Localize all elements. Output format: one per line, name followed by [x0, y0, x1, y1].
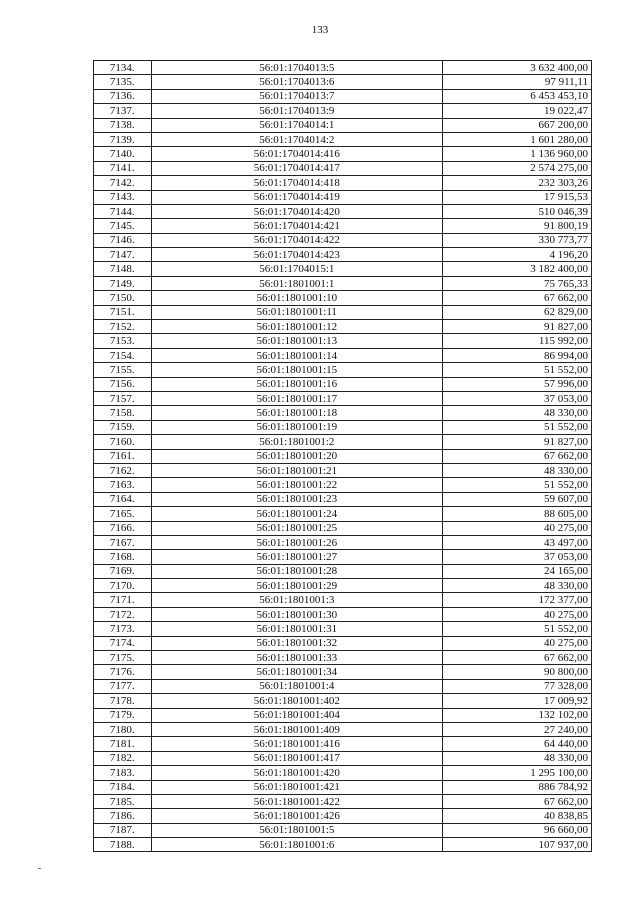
- row-number: 7143.: [94, 190, 152, 204]
- row-number: 7135.: [94, 75, 152, 89]
- cadastral-value: 115 992,00: [443, 334, 592, 348]
- row-number: 7165.: [94, 507, 152, 521]
- cadastral-number: 56:01:1801001:11: [151, 305, 443, 319]
- row-number: 7144.: [94, 204, 152, 218]
- row-number: 7162.: [94, 463, 152, 477]
- cadastral-number: 56:01:1704014:416: [151, 147, 443, 161]
- row-number: 7170.: [94, 579, 152, 593]
- cadastral-number: 56:01:1801001:22: [151, 478, 443, 492]
- cadastral-number: 56:01:1801001:409: [151, 722, 443, 736]
- cadastral-value: 67 662,00: [443, 651, 592, 665]
- cadastral-number: 56:01:1704014:1: [151, 118, 443, 132]
- row-number: 7185.: [94, 794, 152, 808]
- cadastral-value: 40 275,00: [443, 636, 592, 650]
- cadastral-value: 62 829,00: [443, 305, 592, 319]
- cadastral-number: 56:01:1801001:34: [151, 665, 443, 679]
- row-number: 7154.: [94, 348, 152, 362]
- cadastral-number: 56:01:1801001:26: [151, 535, 443, 549]
- row-number: 7171.: [94, 593, 152, 607]
- table-row: [94, 204, 592, 218]
- table-row: [94, 708, 592, 722]
- cadastral-number: 56:01:1801001:23: [151, 492, 443, 506]
- cadastral-value: 51 552,00: [443, 363, 592, 377]
- table-row: [94, 780, 592, 794]
- cadastral-number: 56:01:1801001:14: [151, 348, 443, 362]
- row-number: 7178.: [94, 694, 152, 708]
- table-row: [94, 363, 592, 377]
- table-row: [94, 622, 592, 636]
- table-row: [94, 694, 592, 708]
- cadastral-number: 56:01:1801001:19: [151, 420, 443, 434]
- table-row: [94, 521, 592, 535]
- cadastral-number: 56:01:1801001:17: [151, 391, 443, 405]
- table-row: [94, 535, 592, 549]
- cadastral-value: 91 827,00: [443, 320, 592, 334]
- row-number: 7172.: [94, 607, 152, 621]
- cadastral-value: 1 136 960,00: [443, 147, 592, 161]
- table-row: [94, 449, 592, 463]
- cadastral-number: 56:01:1704014:418: [151, 176, 443, 190]
- table-row: [94, 593, 592, 607]
- table-row: [94, 233, 592, 247]
- cadastral-number: 56:01:1704014:417: [151, 161, 443, 175]
- table-row: [94, 722, 592, 736]
- cadastral-number: 56:01:1704014:419: [151, 190, 443, 204]
- table-row: [94, 161, 592, 175]
- table-row: [94, 794, 592, 808]
- cadastral-number: 56:01:1801001:3: [151, 593, 443, 607]
- cadastral-value: 57 996,00: [443, 377, 592, 391]
- cadastral-number: 56:01:1801001:29: [151, 579, 443, 593]
- cadastral-number: 56:01:1704013:6: [151, 75, 443, 89]
- row-number: 7149.: [94, 276, 152, 290]
- table-row: [94, 147, 592, 161]
- cadastral-value: 40 275,00: [443, 607, 592, 621]
- row-number: 7163.: [94, 478, 152, 492]
- margin-mark: [38, 868, 41, 869]
- cadastral-number: 56:01:1801001:25: [151, 521, 443, 535]
- row-number: 7167.: [94, 535, 152, 549]
- table-row: [94, 665, 592, 679]
- cadastral-value: 1 601 280,00: [443, 132, 592, 146]
- cadastral-number: 56:01:1801001:4: [151, 679, 443, 693]
- table-row: [94, 176, 592, 190]
- cadastral-value: 90 800,00: [443, 665, 592, 679]
- row-number: 7150.: [94, 291, 152, 305]
- cadastral-number: 56:01:1801001:13: [151, 334, 443, 348]
- table-row: [94, 463, 592, 477]
- cadastral-number: 56:01:1801001:21: [151, 463, 443, 477]
- row-number: 7138.: [94, 118, 152, 132]
- cadastral-number: 56:01:1801001:12: [151, 320, 443, 334]
- table-row: [94, 334, 592, 348]
- table-row: [94, 377, 592, 391]
- cadastral-value: 51 552,00: [443, 420, 592, 434]
- table-row: [94, 348, 592, 362]
- row-number: 7136.: [94, 89, 152, 103]
- row-number: 7157.: [94, 391, 152, 405]
- table-row: [94, 636, 592, 650]
- cadastral-value: 97 911,11: [443, 75, 592, 89]
- table-row: [94, 435, 592, 449]
- row-number: 7159.: [94, 420, 152, 434]
- table-row: [94, 838, 592, 852]
- row-number: 7147.: [94, 248, 152, 262]
- table-row: [94, 492, 592, 506]
- table-row: [94, 420, 592, 434]
- row-number: 7146.: [94, 233, 152, 247]
- table-row: [94, 737, 592, 751]
- row-number: 7182.: [94, 751, 152, 765]
- cadastral-value: 91 800,19: [443, 219, 592, 233]
- cadastral-value: 19 022,47: [443, 104, 592, 118]
- cadastral-value: 330 773,77: [443, 233, 592, 247]
- cadastral-number: 56:01:1801001:1: [151, 276, 443, 290]
- cadastral-number: 56:01:1801001:31: [151, 622, 443, 636]
- row-number: 7180.: [94, 722, 152, 736]
- cadastral-number: 56:01:1704013:9: [151, 104, 443, 118]
- row-number: 7160.: [94, 435, 152, 449]
- table-row: [94, 478, 592, 492]
- cadastral-number: 56:01:1704014:2: [151, 132, 443, 146]
- row-number: 7166.: [94, 521, 152, 535]
- cadastral-value: 1 295 100,00: [443, 766, 592, 780]
- cadastral-number: 56:01:1801001:421: [151, 780, 443, 794]
- row-number: 7148.: [94, 262, 152, 276]
- row-number: 7188.: [94, 838, 152, 852]
- cadastral-number: 56:01:1704014:420: [151, 204, 443, 218]
- table-row: [94, 507, 592, 521]
- cadastral-value: 64 440,00: [443, 737, 592, 751]
- row-number: 7175.: [94, 651, 152, 665]
- table-row: [94, 305, 592, 319]
- cadastral-value: 67 662,00: [443, 291, 592, 305]
- cadastral-number: 56:01:1801001:420: [151, 766, 443, 780]
- table-row: [94, 391, 592, 405]
- cadastral-value: 59 607,00: [443, 492, 592, 506]
- table-row: [94, 607, 592, 621]
- table-row: [94, 766, 592, 780]
- table-row: [94, 550, 592, 564]
- cadastral-value: 886 784,92: [443, 780, 592, 794]
- table-row: [94, 579, 592, 593]
- table-row: [94, 809, 592, 823]
- cadastral-number: 56:01:1801001:402: [151, 694, 443, 708]
- cadastral-value: 2 574 275,00: [443, 161, 592, 175]
- cadastral-value: 67 662,00: [443, 794, 592, 808]
- cadastral-number: 56:01:1801001:6: [151, 838, 443, 852]
- row-number: 7153.: [94, 334, 152, 348]
- row-number: 7145.: [94, 219, 152, 233]
- cadastral-number: 56:01:1801001:416: [151, 737, 443, 751]
- cadastral-value: 51 552,00: [443, 478, 592, 492]
- cadastral-value: 132 102,00: [443, 708, 592, 722]
- cadastral-value: 667 200,00: [443, 118, 592, 132]
- cadastral-value: 3 632 400,00: [443, 61, 592, 75]
- cadastral-value: 37 053,00: [443, 391, 592, 405]
- row-number: 7137.: [94, 104, 152, 118]
- table-row: [94, 104, 592, 118]
- cadastral-value: 75 765,33: [443, 276, 592, 290]
- row-number: 7139.: [94, 132, 152, 146]
- table-row: [94, 751, 592, 765]
- cadastral-value: 67 662,00: [443, 449, 592, 463]
- row-number: 7181.: [94, 737, 152, 751]
- table-row: [94, 89, 592, 103]
- cadastral-value: 107 937,00: [443, 838, 592, 852]
- row-number: 7179.: [94, 708, 152, 722]
- row-number: 7161.: [94, 449, 152, 463]
- cadastral-number: 56:01:1704014:421: [151, 219, 443, 233]
- table-row: [94, 320, 592, 334]
- table-row: [94, 823, 592, 837]
- cadastral-value: 88 605,00: [443, 507, 592, 521]
- cadastral-number: 56:01:1801001:33: [151, 651, 443, 665]
- table-row: [94, 651, 592, 665]
- row-number: 7151.: [94, 305, 152, 319]
- table-row: [94, 75, 592, 89]
- table-row: [94, 219, 592, 233]
- cadastral-number: 56:01:1704014:423: [151, 248, 443, 262]
- row-number: 7168.: [94, 550, 152, 564]
- table-row: [94, 190, 592, 204]
- cadastral-number: 56:01:1704013:7: [151, 89, 443, 103]
- table-row: [94, 262, 592, 276]
- cadastral-value: 91 827,00: [443, 435, 592, 449]
- table-row: [94, 248, 592, 262]
- cadastral-value: 3 182 400,00: [443, 262, 592, 276]
- row-number: 7152.: [94, 320, 152, 334]
- cadastral-number: 56:01:1704014:422: [151, 233, 443, 247]
- cadastral-number: 56:01:1801001:24: [151, 507, 443, 521]
- cadastral-value: 43 497,00: [443, 535, 592, 549]
- cadastral-value: 51 552,00: [443, 622, 592, 636]
- cadastral-value: 86 994,00: [443, 348, 592, 362]
- row-number: 7184.: [94, 780, 152, 794]
- cadastral-value: 48 330,00: [443, 463, 592, 477]
- table-row: [94, 118, 592, 132]
- cadastral-value: 48 330,00: [443, 579, 592, 593]
- cadastral-number: 56:01:1801001:2: [151, 435, 443, 449]
- cadastral-number: 56:01:1704013:5: [151, 61, 443, 75]
- table-row: [94, 276, 592, 290]
- cadastral-number: 56:01:1801001:18: [151, 406, 443, 420]
- cadastral-value: 4 196,20: [443, 248, 592, 262]
- table-row: [94, 406, 592, 420]
- cadastral-number: 56:01:1801001:426: [151, 809, 443, 823]
- cadastral-number: 56:01:1801001:16: [151, 377, 443, 391]
- table-row: [94, 132, 592, 146]
- cadastral-number: 56:01:1801001:10: [151, 291, 443, 305]
- row-number: 7176.: [94, 665, 152, 679]
- table-row: [94, 679, 592, 693]
- cadastral-number: 56:01:1801001:27: [151, 550, 443, 564]
- cadastral-number: 56:01:1704015:1: [151, 262, 443, 276]
- cadastral-number: 56:01:1801001:15: [151, 363, 443, 377]
- cadastral-value: 24 165,00: [443, 564, 592, 578]
- row-number: 7177.: [94, 679, 152, 693]
- cadastral-number: 56:01:1801001:5: [151, 823, 443, 837]
- row-number: 7134.: [94, 61, 152, 75]
- row-number: 7164.: [94, 492, 152, 506]
- table-row: [94, 291, 592, 305]
- cadastral-value: 48 330,00: [443, 751, 592, 765]
- cadastral-number: 56:01:1801001:422: [151, 794, 443, 808]
- row-number: 7186.: [94, 809, 152, 823]
- cadastral-value: 17 009,92: [443, 694, 592, 708]
- row-number: 7174.: [94, 636, 152, 650]
- cadastral-number: 56:01:1801001:28: [151, 564, 443, 578]
- row-number: 7187.: [94, 823, 152, 837]
- cadastral-value: 510 046,39: [443, 204, 592, 218]
- cadastral-number: 56:01:1801001:32: [151, 636, 443, 650]
- cadastral-value: 40 275,00: [443, 521, 592, 535]
- row-number: 7156.: [94, 377, 152, 391]
- row-number: 7169.: [94, 564, 152, 578]
- cadastral-value: 232 303,26: [443, 176, 592, 190]
- row-number: 7155.: [94, 363, 152, 377]
- cadastral-value: 77 328,00: [443, 679, 592, 693]
- cadastral-value: 27 240,00: [443, 722, 592, 736]
- cadastral-value: 96 660,00: [443, 823, 592, 837]
- row-number: 7141.: [94, 161, 152, 175]
- row-number: 7183.: [94, 766, 152, 780]
- cadastral-value: 48 330,00: [443, 406, 592, 420]
- row-number: 7142.: [94, 176, 152, 190]
- cadastral-number: 56:01:1801001:404: [151, 708, 443, 722]
- cadastral-value: 40 838,85: [443, 809, 592, 823]
- cadastral-number: 56:01:1801001:30: [151, 607, 443, 621]
- cadastral-number: 56:01:1801001:417: [151, 751, 443, 765]
- table-row: [94, 61, 592, 75]
- cadastral-value: 172 377,00: [443, 593, 592, 607]
- page-number: 133: [311, 24, 329, 36]
- table-body: [94, 61, 592, 852]
- cadastral-value: 37 053,00: [443, 550, 592, 564]
- row-number: 7158.: [94, 406, 152, 420]
- cadastral-value: 17 915,53: [443, 190, 592, 204]
- table-row: [94, 564, 592, 578]
- cadastral-value: 6 453 453,10: [443, 89, 592, 103]
- row-number: 7140.: [94, 147, 152, 161]
- cadastral-number: 56:01:1801001:20: [151, 449, 443, 463]
- row-number: 7173.: [94, 622, 152, 636]
- cadastral-value-table: [93, 60, 592, 852]
